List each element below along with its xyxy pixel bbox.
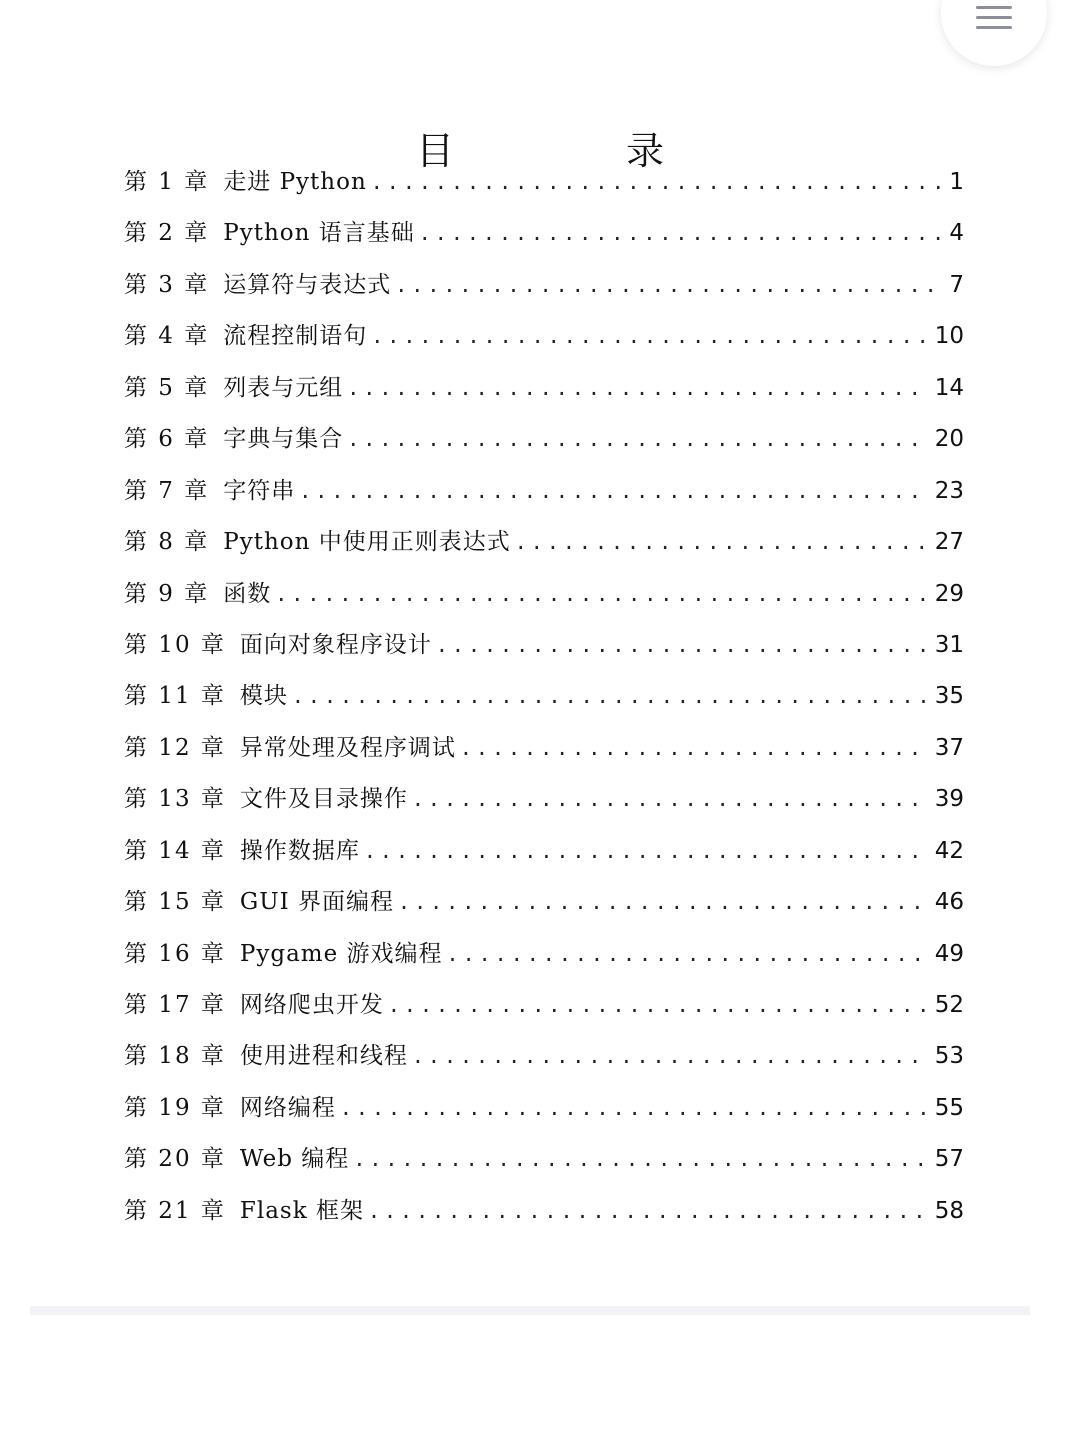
toc-chapter-title: 网络爬虫开发 (239, 992, 384, 1018)
page-divider (30, 1306, 1030, 1315)
toc-chapter-number: 第 2 章 (124, 220, 210, 247)
toc-chapter-number: 第 5 章 (124, 374, 210, 401)
toc-dot-leader (353, 1134, 928, 1185)
toc-dot-leader (436, 620, 929, 671)
toc-entry[interactable] (124, 1031, 964, 1082)
toc-page-number: 20 (934, 426, 964, 453)
toc-dot-leader (515, 517, 929, 568)
toc-dot-leader (388, 980, 929, 1031)
toc-page-number: 27 (934, 529, 964, 556)
toc-chapter-title: 函数 (223, 580, 272, 607)
toc-entry[interactable] (124, 877, 964, 928)
toc-chapter-number: 第 21 章 (124, 1197, 226, 1224)
toc-page-number: 23 (934, 477, 964, 504)
toc-page-number: 58 (934, 1197, 964, 1224)
toc-page-number: 10 (934, 323, 964, 350)
toc-chapter-title: 流程控制语句 (223, 323, 368, 350)
toc-entry[interactable] (124, 774, 964, 825)
toc-chapter-title: Python 中使用正则表达式 (223, 529, 511, 556)
toc-page-number: 42 (934, 837, 964, 864)
toc-chapter-number: 第 12 章 (124, 734, 226, 761)
toc-dot-leader (371, 311, 928, 362)
toc-page-number: 7 (949, 271, 964, 298)
toc-chapter-title: 走进 Python (223, 169, 367, 195)
toc-page-number: 35 (934, 683, 964, 710)
toc-entry[interactable] (124, 929, 964, 980)
toc-chapter-number: 第 7 章 (124, 477, 210, 504)
toc-dot-leader (292, 671, 929, 722)
toc-chapter-title: 模块 (239, 683, 288, 710)
toc-entry[interactable] (124, 1186, 964, 1237)
toc-chapter-title: 使用进程和线程 (239, 1043, 408, 1070)
toc-chapter-number: 第 18 章 (124, 1043, 226, 1070)
toc-page-number: 31 (934, 631, 964, 658)
toc-chapter-number: 第 6 章 (124, 426, 210, 453)
toc-chapter-title: 异常处理及程序调试 (239, 734, 456, 761)
toc-chapter-number: 第 8 章 (124, 529, 210, 556)
toc-page-number: 53 (934, 1043, 964, 1070)
toc-chapter-number: 第 17 章 (124, 992, 226, 1018)
toc-chapter-number: 第 16 章 (124, 940, 226, 967)
toc-dot-leader (447, 929, 929, 980)
toc-entry[interactable] (124, 414, 964, 465)
toc-entry[interactable] (124, 620, 964, 671)
toc-chapter-title: Pygame 游戏编程 (239, 940, 443, 967)
toc-chapter-title: 运算符与表达式 (223, 271, 392, 298)
toc-page-number: 46 (934, 889, 964, 916)
toc-chapter-number: 第 9 章 (124, 580, 210, 607)
toc-entry[interactable] (124, 980, 964, 1031)
toc-chapter-title: Web 编程 (239, 1146, 350, 1173)
toc-dot-leader (412, 1031, 929, 1082)
toc-chapter-title: 列表与元组 (223, 374, 344, 401)
toc-entry[interactable] (124, 260, 964, 311)
toc-chapter-title: 操作数据库 (239, 837, 360, 864)
toc-chapter-number: 第 20 章 (124, 1146, 226, 1173)
toc-dot-leader (347, 414, 928, 465)
toc-chapter-number: 第 11 章 (124, 683, 226, 710)
toc-dot-leader (347, 363, 928, 414)
menu-icon (976, 6, 1012, 28)
toc-chapter-title: 字典与集合 (223, 426, 344, 453)
toc-chapter-number: 第 14 章 (124, 837, 226, 864)
toc-chapter-title: 文件及目录操作 (239, 786, 408, 813)
toc-chapter-title: 网络编程 (239, 1094, 336, 1121)
toc-entry[interactable] (124, 311, 964, 362)
toc-chapter-number: 第 4 章 (124, 323, 210, 350)
toc-page-number: 39 (934, 786, 964, 813)
toc-chapter-title: Flask 框架 (239, 1197, 364, 1224)
toc-page-number: 52 (934, 992, 964, 1018)
toc-dot-leader (371, 157, 944, 208)
toc-page-number: 57 (934, 1146, 964, 1173)
toc-chapter-title: Python 语言基础 (223, 220, 415, 247)
toc-entry[interactable] (124, 208, 964, 259)
toc-chapter-number: 第 13 章 (124, 786, 226, 813)
page-title: 目 录 (415, 129, 745, 174)
toc-entry[interactable] (124, 826, 964, 877)
toc-dot-leader (364, 826, 929, 877)
toc-entry[interactable] (124, 466, 964, 517)
toc-page-number: 55 (934, 1094, 964, 1121)
toc-page-number: 4 (949, 220, 964, 247)
toc-entry[interactable] (124, 569, 964, 620)
toc-dot-leader (340, 1083, 929, 1134)
toc-entry[interactable] (124, 1134, 964, 1185)
toc-page-number: 1 (949, 169, 964, 195)
toc-dot-leader (419, 208, 944, 259)
toc-page-number: 14 (934, 374, 964, 401)
toc-chapter-number: 第 10 章 (124, 631, 226, 658)
toc-chapter-title: 面向对象程序设计 (239, 631, 432, 658)
toc-entry[interactable] (124, 671, 964, 722)
toc-chapter-title: 字符串 (223, 477, 296, 504)
toc-chapter-number: 第 3 章 (124, 271, 210, 298)
toc-dot-leader (299, 466, 928, 517)
toc-chapter-number: 第 19 章 (124, 1094, 226, 1121)
toc-entry[interactable] (124, 517, 964, 568)
toc-dot-leader (460, 723, 929, 774)
toc-entry[interactable] (124, 1083, 964, 1134)
toc-dot-leader (412, 774, 929, 825)
toc-chapter-number: 第 1 章 (124, 169, 210, 195)
toc-dot-leader (398, 877, 929, 928)
toc-dot-leader (275, 569, 928, 620)
toc-entry[interactable] (124, 723, 964, 774)
toc-entry[interactable] (124, 363, 964, 414)
toc-chapter-title: GUI 界面编程 (239, 889, 395, 916)
toc-dot-leader (395, 260, 943, 311)
table-of-contents (124, 157, 964, 1237)
toc-page-number: 29 (934, 580, 964, 607)
toc-page-number: 49 (934, 940, 964, 967)
toc-entry[interactable] (124, 157, 964, 208)
toc-dot-leader (368, 1186, 929, 1237)
menu-button[interactable] (941, 0, 1047, 66)
toc-chapter-number: 第 15 章 (124, 889, 226, 916)
toc-page-number: 37 (934, 734, 964, 761)
